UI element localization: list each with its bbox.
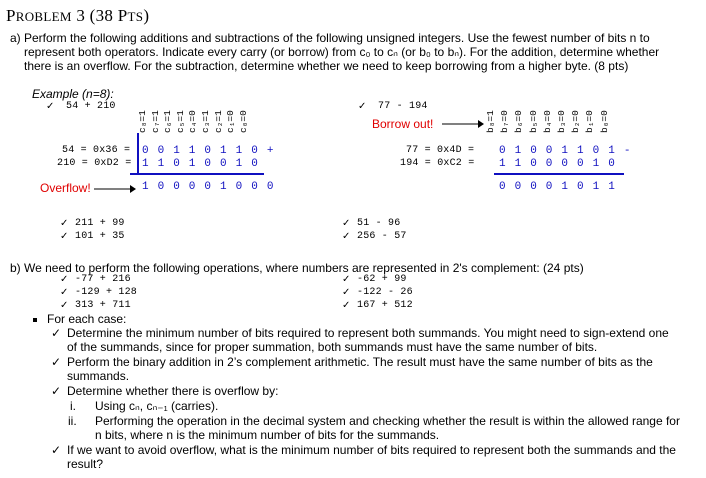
carry-label: c₇=1 (149, 110, 161, 133)
carry-label: c₈=1 (137, 110, 148, 133)
borrow-label: Borrow out! (372, 117, 434, 131)
last-line1: If we want to avoid overflow, what is the minimum number of bits required to represent both the summands and the (67, 443, 676, 457)
check-icon: ✓ (46, 101, 55, 112)
borrow-label-item: b₆=0 (513, 110, 525, 133)
check-icon: ✓ (342, 218, 351, 229)
check-icon: ✓ (342, 274, 351, 285)
overflow-label: Overflow! (40, 181, 91, 195)
rrow1-bits: 0 1 0 0 1 1 0 1 - (499, 145, 632, 157)
borrow-label-item: b₃=0 (556, 110, 567, 133)
carry-divider (137, 133, 139, 173)
sub-i: Using cₙ, cₙ₋₁ (carries). (95, 399, 219, 413)
sum-line (130, 173, 264, 175)
carry-label: c₆=1 (162, 110, 174, 133)
borrow-label-item: b₄=0 (541, 110, 553, 133)
borrow-label-item: b₇=0 (499, 110, 511, 133)
item-line: of the summands, since for proper summation, both summands must have the same number of bits. (67, 340, 598, 354)
exercise-op: 101 + 35 (75, 231, 125, 242)
example-label: Example (n=8): (32, 87, 114, 101)
example-left-op: 54 + 210 (66, 101, 116, 112)
borrow-label-item: b₂=0 (570, 110, 582, 133)
b-op: 167 + 512 (357, 300, 413, 311)
overflow-arrow-icon (94, 183, 136, 195)
square-bullet-icon (33, 318, 37, 322)
rrow1-label: 77 = 0x4D = (406, 145, 475, 156)
borrow-label-item: b₅=0 (527, 110, 539, 133)
row2-label: 210 = 0xD2 = (57, 158, 132, 169)
carry-label: c₅=1 (174, 110, 186, 133)
part-a-line1: a) Perform the following additions and subtractions of the following unsigned integers. Use the fewest number of bits n to (10, 31, 650, 45)
check-icon: ✓ (60, 274, 69, 285)
part-b-line1: b) We need to perform the following operations, where numbers are represented in 2's complement: (24 pts) (10, 261, 584, 275)
b-op: -129 + 128 (75, 287, 138, 298)
carry-label: c₁=0 (225, 110, 237, 133)
difference-line (494, 173, 624, 175)
exercise-op: 51 - 96 (357, 218, 401, 229)
problem-title: PROBLEM 3 (38 PTS) (6, 6, 150, 25)
row1-bits: 0 0 1 1 0 1 1 0 + (142, 145, 275, 157)
last-line2: result? (67, 457, 104, 471)
part-a-line3: there is an overflow. For the subtraction, determine whether we need to keep borrowing from a higher byte. (8 pts) (24, 59, 629, 73)
borrow-label-item: b₀=0 (598, 110, 610, 133)
check-icon: ✓ (51, 443, 62, 457)
check-icon: ✓ (51, 326, 62, 340)
borrow-arrow-icon (442, 118, 484, 130)
check-icon: ✓ (342, 231, 351, 242)
sub-ii-line2: n bits, where n is the minimum number of bits for the summands. (95, 428, 440, 442)
check-icon: ✓ (51, 355, 62, 369)
b-op: -122 - 26 (357, 287, 413, 298)
rrow2-bits: 1 1 0 0 0 0 1 0 (499, 158, 617, 170)
exercise-op: 256 - 57 (357, 231, 407, 242)
b-op: 313 + 711 (75, 300, 131, 311)
item-line: Perform the binary addition in 2’s complement arithmetic. The result must have the same number of bits as the (67, 355, 653, 369)
item-line: summands. (67, 369, 130, 383)
check-icon: ✓ (342, 287, 351, 298)
part-a-line2: represent both operators. Indicate every carry (or borrow) from c₀ to cₙ (or b₀ to bₙ). For the addition, determine whether (24, 45, 660, 59)
result-bits: 1 0 0 0 0 1 0 0 0 (142, 181, 275, 193)
rresult-bits: 0 0 0 0 1 0 1 1 (499, 181, 617, 193)
check-icon: ✓ (60, 287, 69, 298)
check-icon: ✓ (60, 300, 69, 311)
sub-ii-num: ii. (68, 414, 77, 428)
each-case-label: For each case: (47, 312, 127, 326)
exercise-op: 211 + 99 (75, 218, 125, 229)
item-line: Determine the minimum number of bits required to represent both summands. You might need to sign-extend one (67, 326, 669, 340)
b-op: -62 + 99 (357, 274, 407, 285)
row1-label: 54 = 0x36 = (62, 145, 131, 156)
carry-label: c₀=0 (237, 110, 249, 133)
sub-ii-line1: Performing the operation in the decimal system and checking whether the result is within the allowed range for (95, 414, 680, 428)
carry-label: c₂=1 (212, 110, 224, 133)
borrow-label-item: b₁=0 (584, 110, 596, 133)
example-right-op: 77 - 194 (378, 101, 428, 112)
check-icon: ✓ (60, 231, 69, 242)
row2-bits: 1 1 0 1 0 0 1 0 (142, 158, 260, 170)
check-icon: ✓ (342, 300, 351, 311)
carry-label: c₄=0 (187, 110, 199, 133)
sub-i-num: i. (70, 399, 76, 413)
borrow-label-item: b₈=1 (485, 110, 496, 133)
rrow2-label: 194 = 0xC2 = (400, 158, 475, 169)
check-icon: ✓ (51, 384, 62, 398)
carry-label: c₃=1 (200, 110, 211, 133)
check-icon: ✓ (60, 218, 69, 229)
check-icon: ✓ (358, 101, 367, 112)
b-op: -77 + 216 (75, 274, 131, 285)
item-line: Determine whether there is overflow by: (67, 384, 279, 398)
